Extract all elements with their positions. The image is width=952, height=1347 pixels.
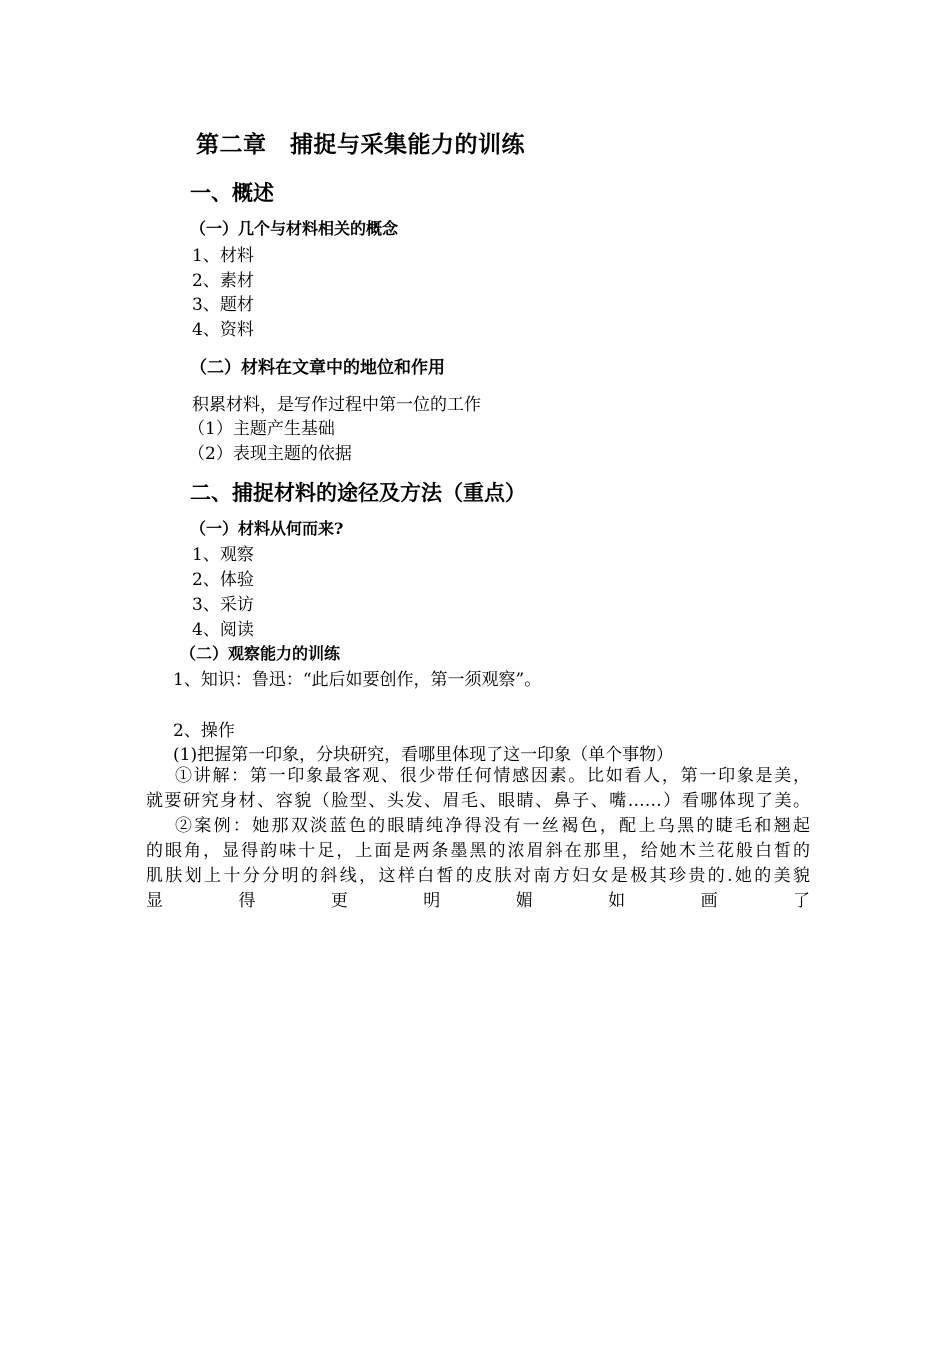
case-paragraph	[146, 814, 810, 914]
concept-item: 3、题材	[192, 295, 254, 315]
operation-heading: 2、操作	[173, 721, 235, 741]
paragraph-line: 显 得 更 明 媚 如 画 了	[146, 891, 810, 911]
paragraph-line: ①讲解：第一印象最客观、很少带任何情感因素。比如看人，第一印象是美，	[175, 766, 810, 786]
section-1-title: 一、概述	[190, 180, 274, 205]
explain-paragraph	[146, 764, 810, 814]
concept-item: 4、资料	[192, 320, 254, 340]
concept-item: 2、素材	[192, 271, 254, 291]
section-2-sub-1-title: （一）材料从何而来?	[190, 519, 344, 538]
source-item: 3、采访	[192, 595, 254, 615]
knowledge-line: 1、知识：鲁迅：“此后如要创作，第一须观察”。	[173, 670, 542, 690]
source-item: 2、体验	[192, 570, 254, 590]
paragraph-line: 的眼角，显得韵味十足，上面是两条墨黑的浓眉斜在那里，给她木兰花般白皙的	[146, 841, 810, 861]
material-intro: 积累材料，是写作过程中第一位的工作	[192, 395, 481, 415]
material-role-item: （2）表现主题的依据	[188, 444, 352, 464]
section-2-sub-2-title: （二）观察能力的训练	[180, 644, 341, 663]
paragraph-line: 肌肤划上十分分明的斜线，这样白皙的皮肤对南方妇女是极其珍贵的.她的美貌	[146, 866, 810, 886]
paragraph-line: 就要研究身材、容貌（脸型、头发、眉毛、眼睛、鼻子、嘴……）看哪体现了美。	[146, 791, 810, 811]
section-1-sub-2-title: （二）材料在文章中的地位和作用	[190, 358, 445, 378]
paragraph-line: ②案例：她那双淡蓝色的眼睛纯净得没有一丝褐色，配上乌黑的睫毛和翘起	[175, 816, 810, 836]
material-role-item: （1）主题产生基础	[188, 419, 335, 439]
concept-item: 1、材料	[192, 246, 254, 266]
chapter-title: 第二章 捕捉与采集能力的训练	[196, 131, 525, 158]
source-item: 4、阅读	[192, 620, 254, 640]
section-1-sub-1-title: （一）几个与材料相关的概念	[190, 219, 399, 238]
section-2-title: 二、捕捉材料的途径及方法（重点）	[190, 480, 526, 505]
source-item: 1、观察	[192, 545, 254, 565]
point-1: (1)把握第一印象，分块研究，看哪里体现了这一印象（单个事物）	[173, 745, 674, 765]
